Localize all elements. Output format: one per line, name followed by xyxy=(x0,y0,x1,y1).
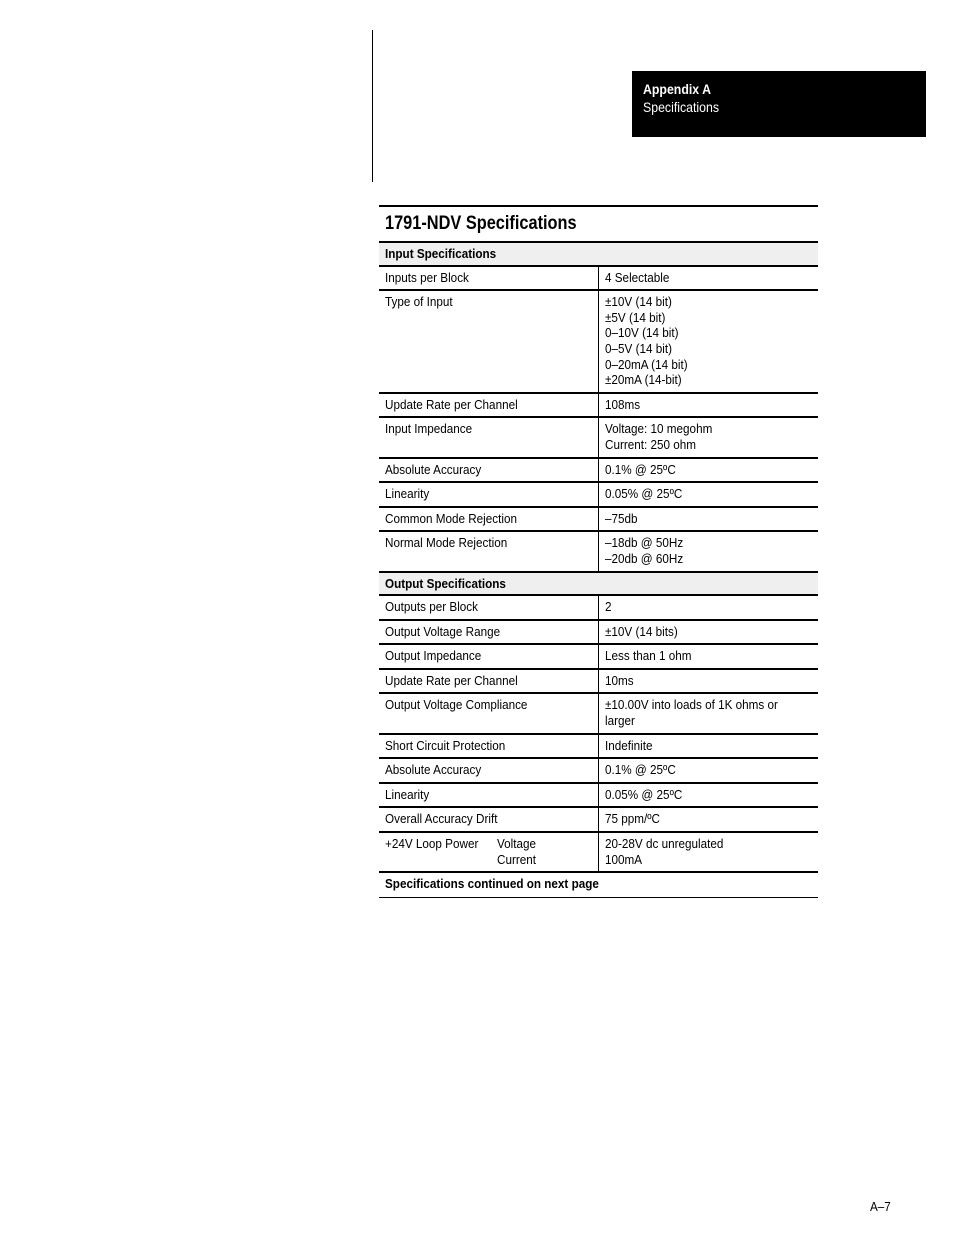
spec-label: Output Voltage Range xyxy=(385,623,501,639)
spec-label: Input Impedance xyxy=(385,421,473,437)
table-row xyxy=(379,783,818,808)
table-row xyxy=(379,417,818,457)
table-row xyxy=(379,266,818,291)
spec-value: 0.05% @ 25ºC xyxy=(605,786,683,802)
spec-value: –75db xyxy=(605,510,638,526)
spec-label: Overall Accuracy Drift xyxy=(385,811,498,827)
spec-label: Update Rate per Channel xyxy=(385,672,518,688)
spec-label: Linearity xyxy=(385,786,430,802)
spec-title: 1791-NDV Specifications xyxy=(379,205,818,241)
spec-value: ±5V (14 bit) xyxy=(605,309,666,325)
spec-value: 4 Selectable xyxy=(605,269,670,285)
continued-note-row xyxy=(379,872,818,897)
spec-value: 0–10V (14 bit) xyxy=(605,325,679,341)
spec-value: 0.1% @ 25ºC xyxy=(605,461,676,477)
spec-label: Normal Mode Rejection xyxy=(385,535,508,551)
spec-label: Short Circuit Protection xyxy=(385,737,506,753)
table-row xyxy=(379,620,818,645)
table-row xyxy=(379,507,818,532)
spec-label: Absolute Accuracy xyxy=(385,762,482,778)
appendix-tab xyxy=(632,71,926,137)
output-specifications-heading xyxy=(379,572,818,596)
table-row xyxy=(379,644,818,669)
spec-sublabel: Current xyxy=(497,851,537,867)
table-row xyxy=(379,693,818,733)
continued-note: Specifications continued on next page xyxy=(385,876,599,892)
spec-value: 20-28V dc unregulated xyxy=(605,836,724,852)
spec-value: 10ms xyxy=(605,672,634,688)
table-row xyxy=(379,531,818,571)
appendix-label: Appendix A xyxy=(643,81,711,97)
spec-label: Output Impedance xyxy=(385,648,482,664)
spec-label: Common Mode Rejection xyxy=(385,510,518,526)
table-row xyxy=(379,290,818,393)
input-specifications-heading xyxy=(379,242,818,266)
spec-value: ±20mA (14-bit) xyxy=(605,372,682,388)
spec-value: ±10.00V into loads of 1K ohms or xyxy=(605,697,778,713)
spec-value: 75 ppm/ºC xyxy=(605,811,660,827)
table-row xyxy=(379,669,818,694)
spec-value: –18db @ 50Hz xyxy=(605,535,684,551)
spec-label: Update Rate per Channel xyxy=(385,396,518,412)
section-heading: Output Specifications xyxy=(385,575,506,591)
spec-value: 0–5V (14 bit) xyxy=(605,340,672,356)
margin-rule xyxy=(372,30,373,182)
table-row-loop-power xyxy=(379,832,818,872)
spec-label: Inputs per Block xyxy=(385,269,469,285)
spec-label: Type of Input xyxy=(385,294,453,310)
spec-label: Absolute Accuracy xyxy=(385,461,482,477)
appendix-section: Specifications xyxy=(643,99,720,115)
spec-value: Voltage: 10 megohm xyxy=(605,421,713,437)
spec-value: ±10V (14 bits) xyxy=(605,623,678,639)
spec-value: Current: 250 ohm xyxy=(605,436,697,452)
spec-label: Output Voltage Compliance xyxy=(385,697,528,713)
table-row xyxy=(379,807,818,832)
spec-value: 108ms xyxy=(605,396,641,412)
table-row xyxy=(379,758,818,783)
spec-sublabel: Voltage xyxy=(497,836,537,852)
spec-value: Indefinite xyxy=(605,737,653,753)
spec-value: 2 xyxy=(605,599,612,615)
table-row xyxy=(379,595,818,620)
page-number: A–7 xyxy=(870,1199,891,1214)
spec-label: +24V Loop Power xyxy=(385,836,479,852)
spec-value: Less than 1 ohm xyxy=(605,648,692,664)
table-row xyxy=(379,393,818,418)
section-heading: Input Specifications xyxy=(385,246,497,261)
spec-value: –20db @ 60Hz xyxy=(605,550,684,566)
table-row xyxy=(379,734,818,759)
spec-table-block xyxy=(379,205,818,898)
spec-value: 0–20mA (14 bit) xyxy=(605,356,688,372)
table-row xyxy=(379,482,818,507)
spec-value: 100mA xyxy=(605,851,643,867)
spec-table xyxy=(379,241,818,898)
spec-value: 0.05% @ 25ºC xyxy=(605,486,683,502)
spec-value: larger xyxy=(605,713,635,729)
spec-value: 0.1% @ 25ºC xyxy=(605,762,676,778)
spec-value: ±10V (14 bit) xyxy=(605,294,672,310)
table-row xyxy=(379,458,818,483)
spec-label: Linearity xyxy=(385,486,430,502)
spec-label: Outputs per Block xyxy=(385,599,478,615)
